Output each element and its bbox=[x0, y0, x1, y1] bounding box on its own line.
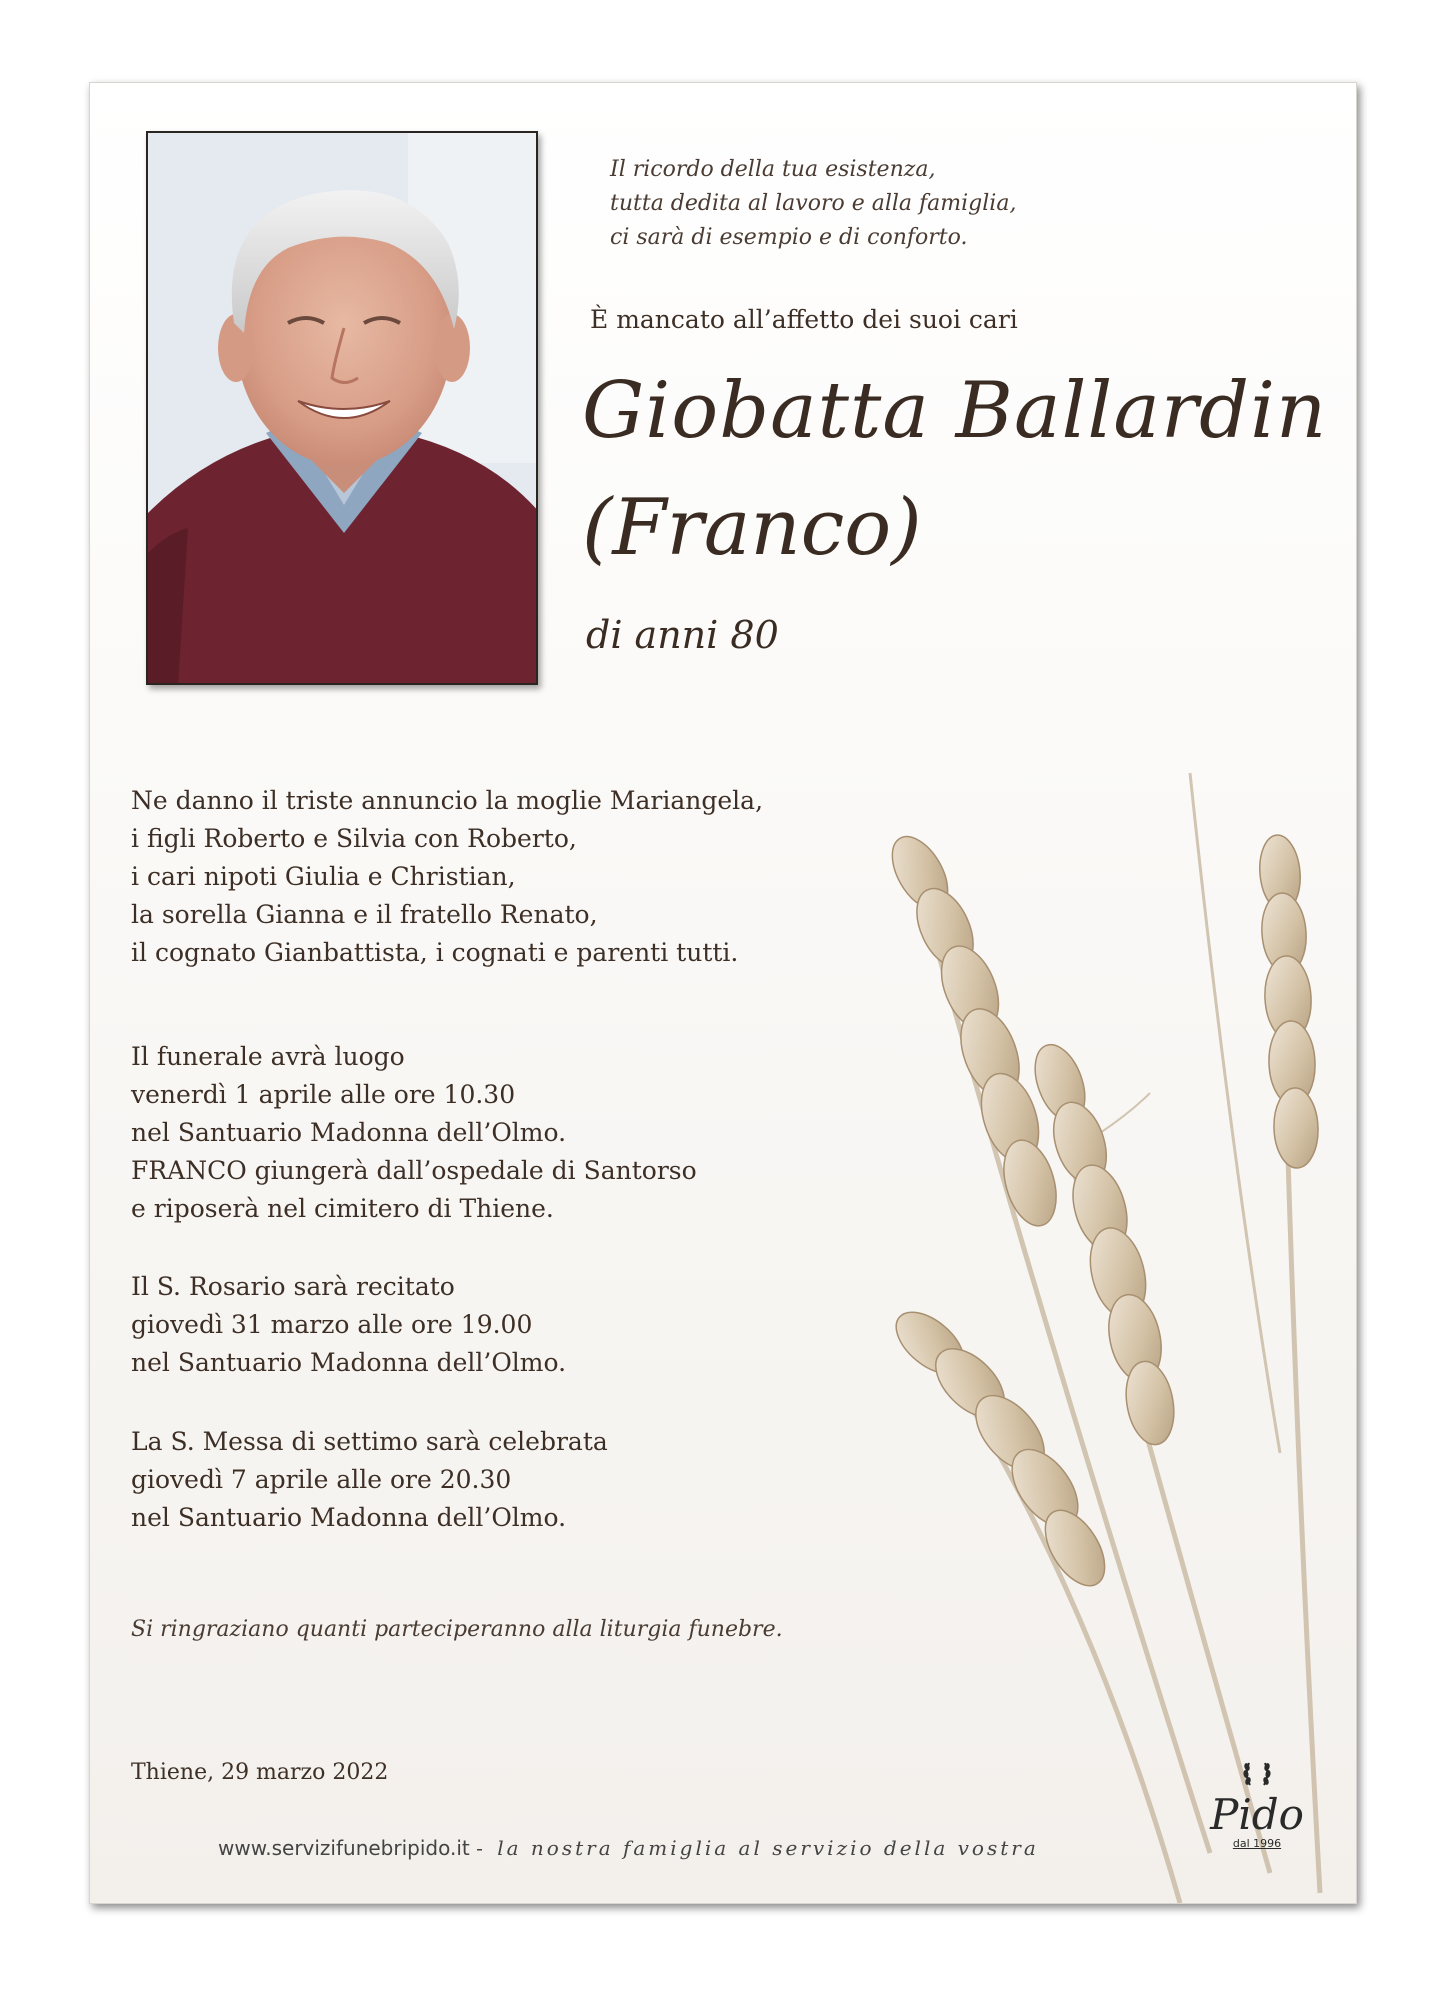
logo-brand: Pido bbox=[1210, 1790, 1304, 1839]
rosary-line: giovedì 31 marzo alle ore 19.00 bbox=[131, 1310, 533, 1339]
family-line: il cognato Gianbattista, i cognati e parenti tutti. bbox=[131, 938, 739, 967]
family-line: Ne danno il triste annuncio la moglie Mariangela, bbox=[131, 786, 764, 815]
memorial-quote bbox=[610, 153, 1130, 255]
footer bbox=[218, 1836, 1039, 1860]
rosary-details bbox=[131, 1268, 566, 1382]
rosary-line: Il S. Rosario sarà recitato bbox=[131, 1272, 455, 1301]
family-line: i figli Roberto e Silvia con Roberto, bbox=[131, 824, 577, 853]
place-and-date: Thiene, 29 marzo 2022 bbox=[131, 1760, 389, 1785]
rosary-line: nel Santuario Madonna dell’Olmo. bbox=[131, 1348, 567, 1377]
funeral-line: nel Santuario Madonna dell’Olmo. bbox=[131, 1118, 567, 1147]
funeral-line: e riposerà nel cimitero di Thiene. bbox=[131, 1194, 554, 1223]
announcement-intro: È mancato all’affetto dei suoi cari bbox=[590, 305, 1018, 334]
mass-details bbox=[131, 1423, 608, 1537]
deceased-nickname: (Franco) bbox=[582, 483, 922, 573]
thanks-note: Si ringraziano quanti parteciperanno alla liturgia funebre. bbox=[131, 1617, 783, 1642]
funeral-details bbox=[131, 1038, 697, 1228]
funeral-line: Il funerale avrà luogo bbox=[131, 1042, 405, 1071]
funeral-line: FRANCO giungerà dall’ospedale di Santorso bbox=[131, 1156, 697, 1185]
quote-line: ci sarà di esempio e di conforto. bbox=[610, 225, 968, 250]
deceased-age: di anni 80 bbox=[586, 613, 779, 657]
logo-since: dal 1996 bbox=[1232, 1837, 1282, 1850]
portrait-photo bbox=[146, 131, 538, 685]
laurel-wreath-icon bbox=[1240, 1755, 1274, 1789]
mass-line: nel Santuario Madonna dell’Olmo. bbox=[131, 1503, 567, 1532]
funeral-line: venerdì 1 aprile alle ore 10.30 bbox=[131, 1080, 516, 1109]
quote-line: Il ricordo della tua esistenza, bbox=[610, 157, 936, 182]
family-line: la sorella Gianna e il fratello Renato, bbox=[131, 900, 598, 929]
deceased-name: Giobatta Ballardin bbox=[582, 366, 1328, 456]
footer-url[interactable]: www.servizifunebripido.it bbox=[218, 1836, 470, 1860]
quote-line: tutta dedita al lavoro e alla famiglia, bbox=[610, 191, 1017, 216]
footer-motto: la nostra famiglia al servizio della vostra bbox=[497, 1836, 1039, 1860]
obituary-sheet bbox=[89, 82, 1357, 1904]
mass-line: La S. Messa di settimo sarà celebrata bbox=[131, 1427, 608, 1456]
footer-separator: - bbox=[476, 1836, 483, 1860]
funeral-service-logo bbox=[1202, 1755, 1312, 1855]
family-announcement bbox=[131, 782, 763, 972]
family-line: i cari nipoti Giulia e Christian, bbox=[131, 862, 516, 891]
wheat-ears-illustration bbox=[850, 753, 1357, 1903]
mass-line: giovedì 7 aprile alle ore 20.30 bbox=[131, 1465, 512, 1494]
